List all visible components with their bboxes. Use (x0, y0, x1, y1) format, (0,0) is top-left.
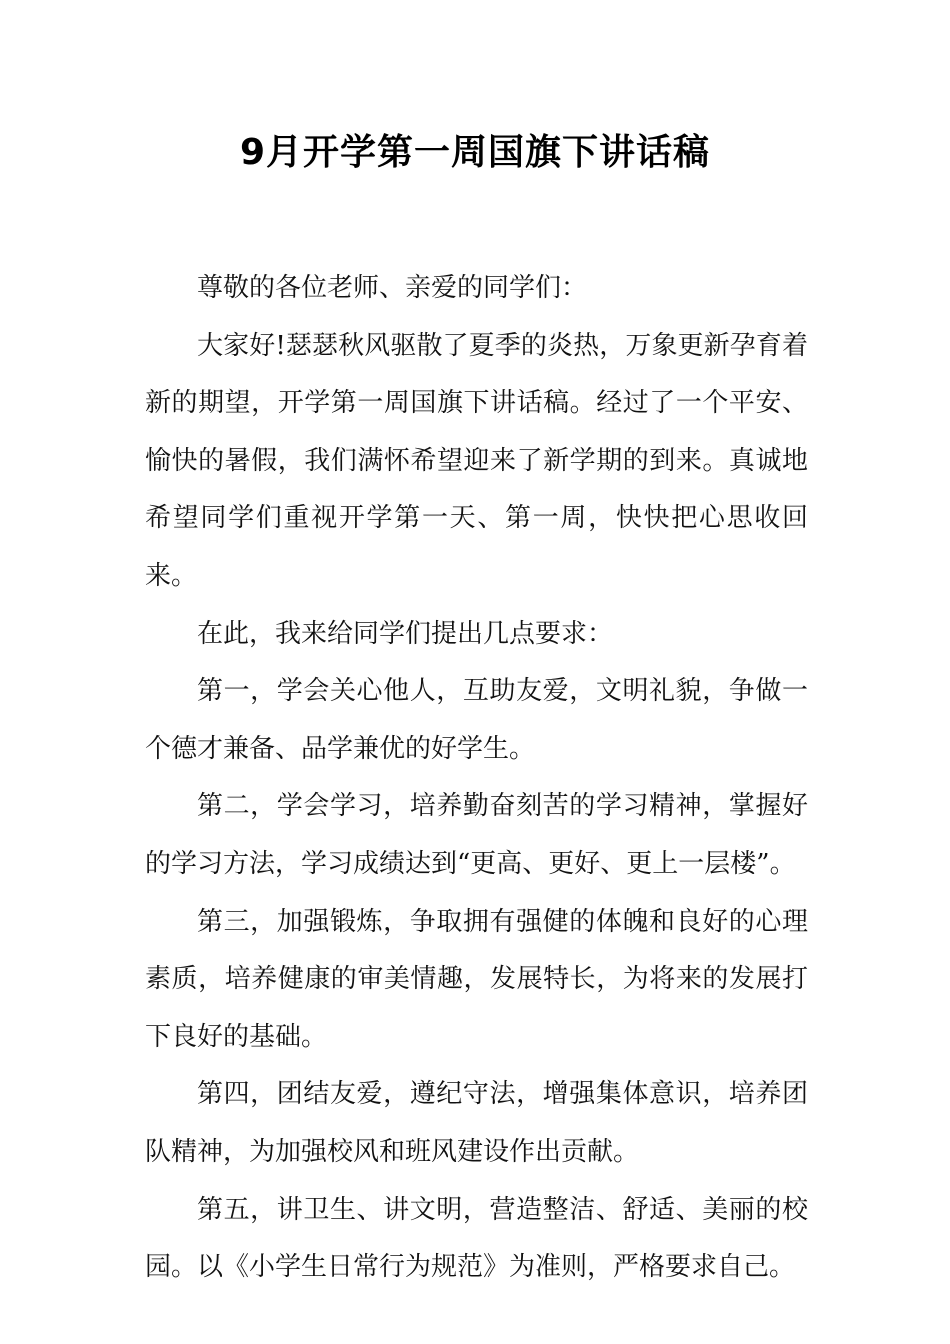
paragraph-requirement-5: 第五，讲卫生、讲文明，营造整洁、舒适、美丽的校园。以《小学生日常行为规范》为准则，严格要求自己。 (145, 1194, 808, 1283)
document-title: 9月开学第一周国旗下讲话稿 (239, 132, 711, 173)
paragraph-requirement-2: 第二，学会学习，培养勤奋刻苦的学习精神，掌握好的学习方法，学习成绩达到“更高、更好、更上一层楼”。 (145, 791, 808, 879)
paragraph-requirements-intro: 在此，我来给同学们提出几点要求： (197, 618, 614, 649)
paragraph-requirement-1: 第一，学会关心他人，互助友爱，文明礼貌，争做一个德才兼备、品学兼优的好学生。 (145, 676, 808, 764)
paragraph-greeting: 大家好!瑟瑟秋风驱散了夏季的炎热，万象更新孕育着新的期望，开学第一周国旗下讲话稿。经过了一个平安、愉快的暑假，我们满怀希望迎来了新学期的到来。真诚地希望同学们重视开学第一天、第一周，快快把心思收回来。 (145, 330, 808, 591)
paragraph-requirement-4: 第四，团结友爱，遵纪守法，增强集体意识，培养团队精神，为加强校风和班风建设作出贡献。 (145, 1079, 808, 1167)
paragraph-salutation: 尊敬的各位老师、亲爱的同学们： (197, 273, 588, 303)
document-body (145, 260, 808, 1297)
paragraph-requirement-3: 第三，加强锻炼，争取拥有强健的体魄和良好的心理素质，培养健康的审美情趣，发展特长，为将来的发展打下良好的基础。 (145, 906, 808, 1052)
